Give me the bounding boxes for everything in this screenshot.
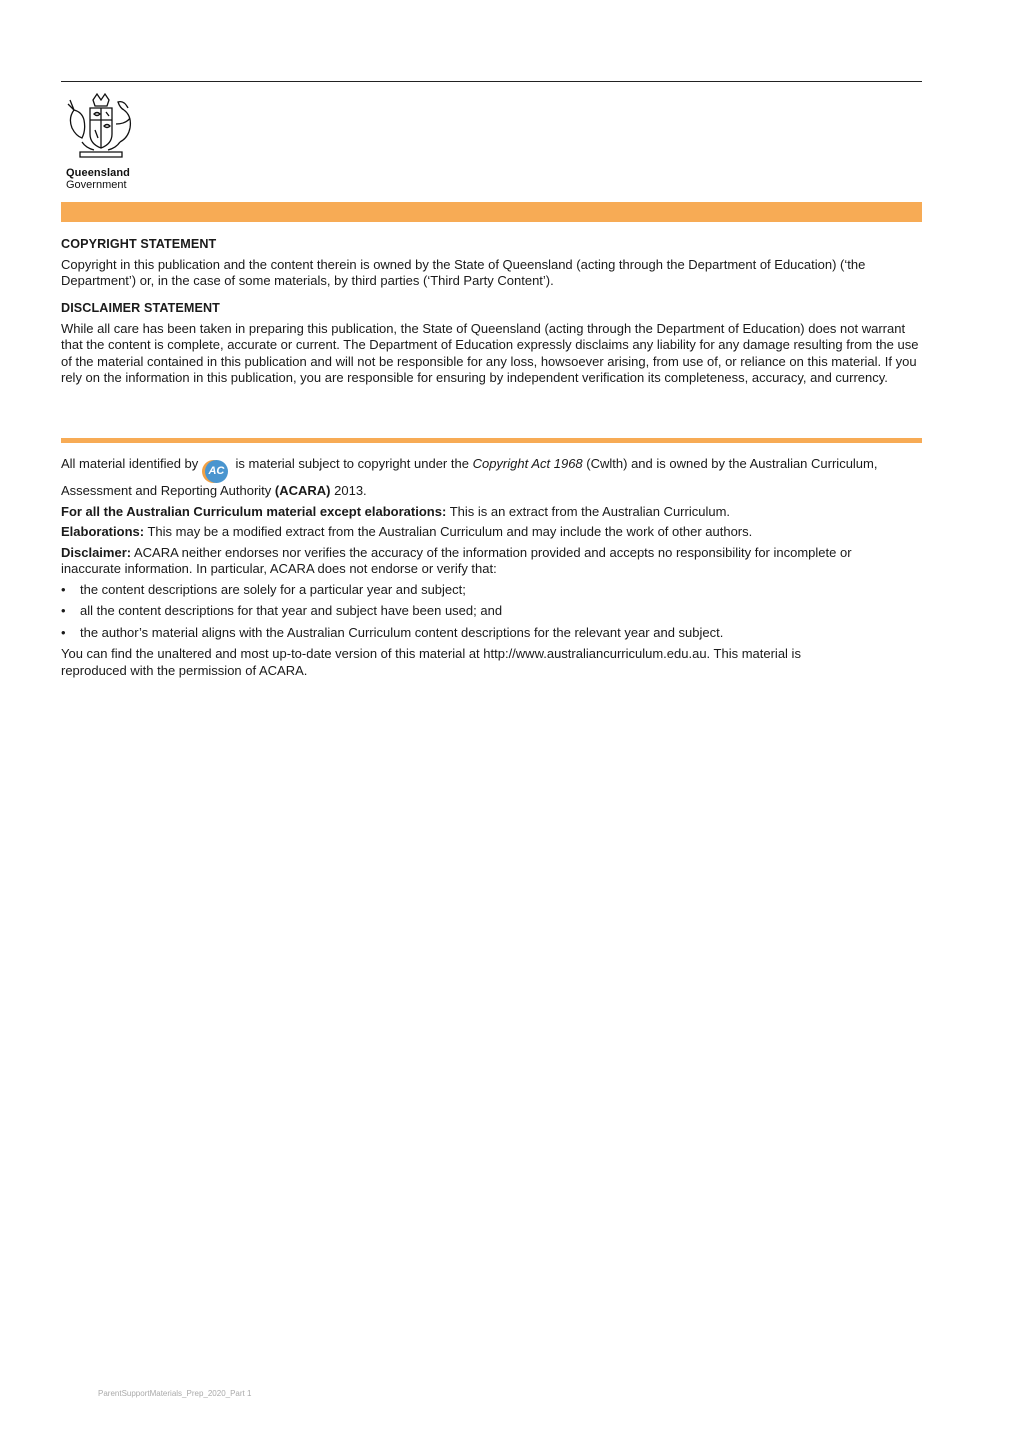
acara-intro-mid: is material subject to copyright under the <box>235 456 469 471</box>
disclaimer-section <box>61 300 922 387</box>
bullet-icon: • <box>61 624 66 640</box>
bullet-icon: • <box>61 581 66 597</box>
acara-intro-after: (Cwlth) and is owned by the Australian Curriculum, Assessment and Reporting Authority <box>61 456 878 498</box>
acara-abbreviation: (ACARA) <box>274 483 331 498</box>
footer-document-name: ParentSupportMaterials_Prep_2020_Part 1 <box>98 1389 252 1398</box>
australian-curriculum-ac-icon: AC <box>205 460 228 483</box>
copyright-heading: COPYRIGHT STATEMENT <box>61 237 217 251</box>
acara-intro <box>61 456 931 500</box>
logo-title: Queensland <box>66 167 130 179</box>
bullet-text: the content descriptions are solely for a particular year and subject; <box>80 581 466 597</box>
bullet-icon: • <box>61 603 66 618</box>
elaborations-text: This may be a modified extract from the Australian Curriculum and may include the work of other authors. <box>147 524 753 539</box>
elaborations-label: Elaborations: <box>61 524 145 539</box>
acara-year: 2013. <box>334 483 367 498</box>
list-item <box>61 582 931 599</box>
orange-header-band <box>61 202 922 222</box>
list-item <box>61 625 931 642</box>
acara-disclaimer-text: ACARA neither endorses nor verifies the accuracy of the information provided and accepts no responsibility for incomplete or inaccurate information. In particular, ACARA does not endorse or verify that: <box>61 544 852 576</box>
except-text: This is an extract from the Australian Curriculum. <box>449 503 731 519</box>
copyright-text: Copyright in this publication and the content therein is owned by the State of Queensland (acting through the Department of Education) (‘the Department’) or, in the case of some materials, by third parties (‘Third Party Content’). <box>61 256 866 288</box>
acara-elaborations-line <box>61 524 931 541</box>
queensland-government-logo <box>58 90 144 194</box>
except-label: For all the Australian Curriculum material except elaborations: <box>61 503 447 519</box>
copyright-act-name: Copyright Act 1968 <box>472 456 583 471</box>
top-rule <box>61 81 922 82</box>
bullet-text: all the content descriptions for that year and subject have been used; and <box>80 603 503 618</box>
acara-intro-before: All material identified by <box>61 456 199 471</box>
acara-disclaimer-line <box>61 545 891 578</box>
acara-closing: You can find the unaltered and most up-to-date version of this material at http://www.australiancurriculum.edu.au. This material is reproduced with the permission of ACARA. <box>61 646 801 678</box>
acara-section <box>61 456 931 683</box>
coat-of-arms-icon <box>60 90 142 164</box>
disclaimer-text: While all care has been taken in preparing this publication, the State of Queensland (acting through the Department of Education) does not warrant that the content is complete, accurate or current. The Department of Education expressly disclaims any liability for any damage resulting from the use of the material contained in this publication and will not be responsible for any loss, howsoever arising, from use of, or reliance on this material. If you rely on the information in this publication, you are responsible for ensuring by independent verification its completeness, accuracy, and currency. <box>61 320 919 385</box>
orange-divider <box>61 438 922 443</box>
acara-disclaimer-label: Disclaimer: <box>61 544 132 560</box>
copyright-section <box>61 236 922 290</box>
acara-except-line <box>61 504 931 521</box>
list-item <box>61 603 931 620</box>
bullet-text: the author’s material aligns with the Australian Curriculum content descriptions for the relevant year and subject. <box>80 624 724 640</box>
logo-subtitle: Government <box>66 179 127 191</box>
disclaimer-heading: DISCLAIMER STATEMENT <box>61 301 220 315</box>
